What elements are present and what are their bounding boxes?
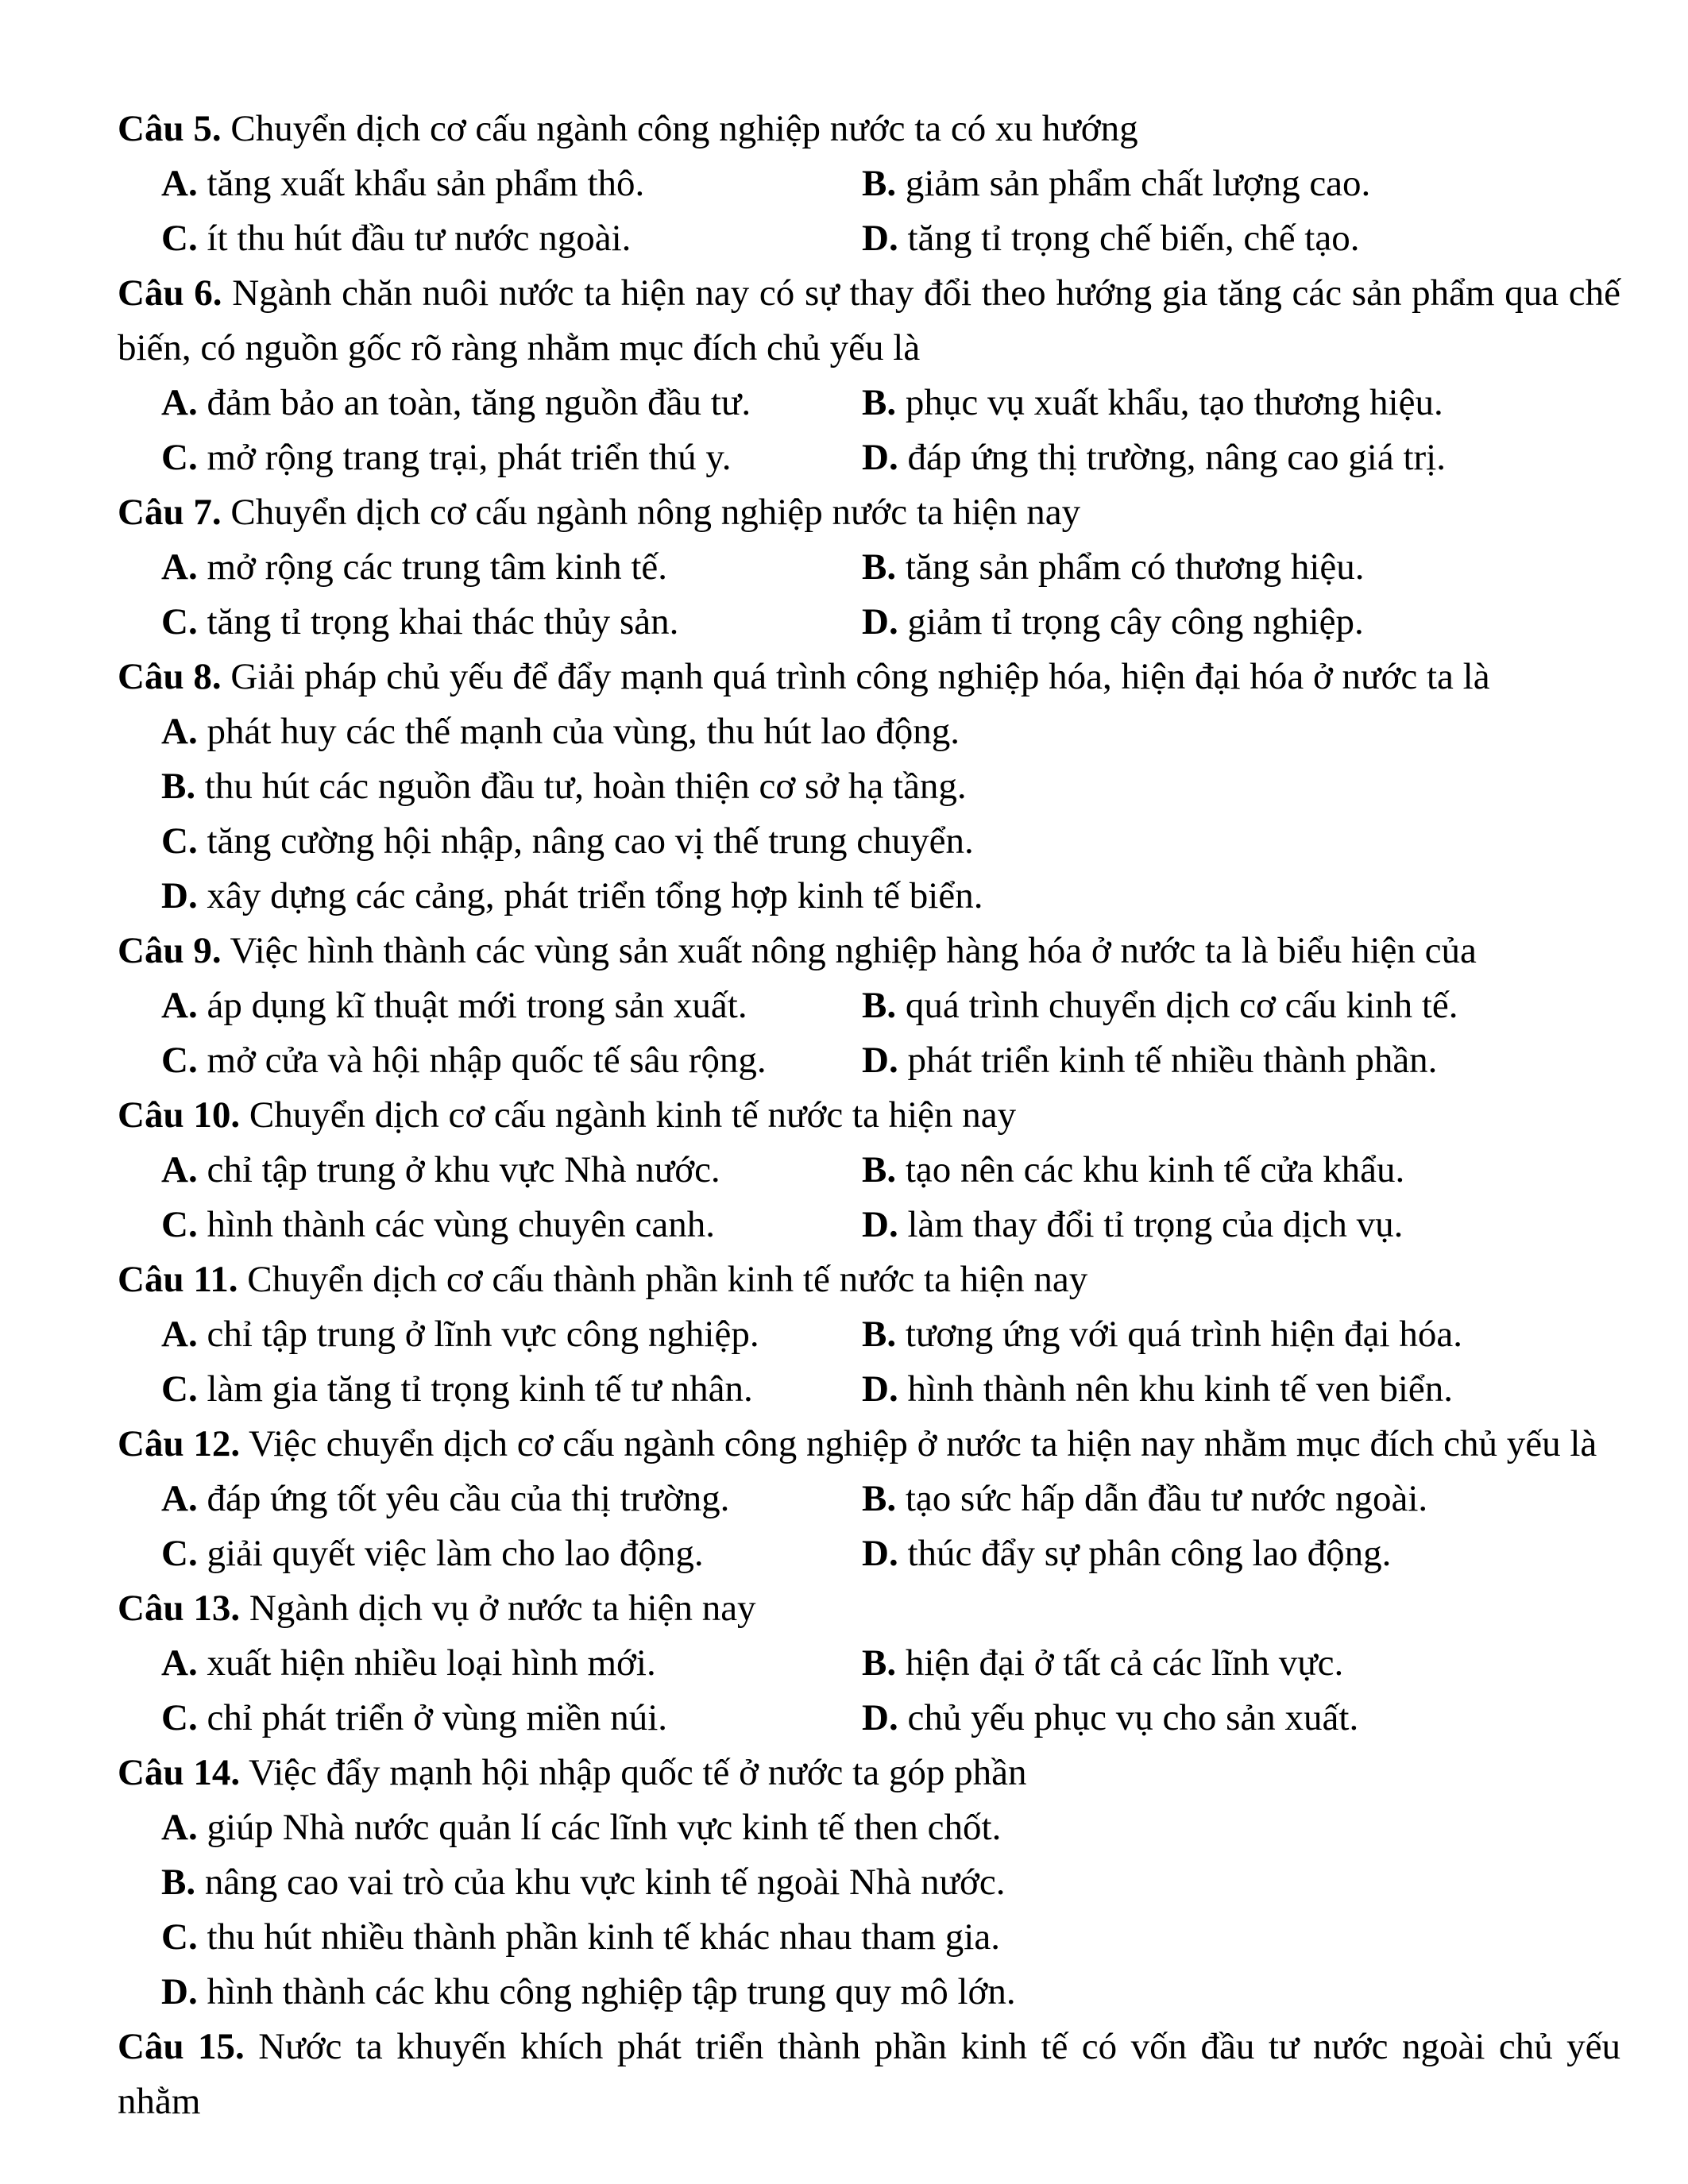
answer-option xyxy=(161,1642,656,1684)
option-text: phát triển kinh tế nhiều thành phần. xyxy=(907,1040,1438,1081)
option-text: tăng xuất khẩu sản phẩm thô. xyxy=(207,163,645,204)
option-text: tăng sản phẩm có thương hiệu. xyxy=(905,546,1365,588)
answer-option xyxy=(161,1149,720,1190)
option-letter: B. xyxy=(161,1862,196,1903)
question-number: Câu 15. xyxy=(118,2026,245,2067)
option-letter: A. xyxy=(161,985,198,1026)
option-text: giúp Nhà nước quản lí các lĩnh vực kinh tế then chốt. xyxy=(207,1807,1002,1848)
option-letter: C. xyxy=(161,218,198,259)
option-letter: C. xyxy=(161,1916,198,1958)
option-text: phục vụ xuất khẩu, tạo thương hiệu. xyxy=(905,382,1443,423)
answer-option xyxy=(862,218,1359,259)
option-cell xyxy=(862,540,1620,595)
option-row xyxy=(118,759,1620,814)
option-row xyxy=(118,1691,1620,1746)
option-text: thu hút nhiều thành phần kinh tế khác nhau tham gia. xyxy=(207,1916,1000,1958)
option-letter: D. xyxy=(862,1204,898,1245)
option-row xyxy=(118,1198,1620,1252)
option-row xyxy=(118,1910,1620,1965)
option-row xyxy=(118,1800,1620,1855)
option-cell xyxy=(161,540,862,595)
option-letter: C. xyxy=(161,1204,198,1245)
answer-option xyxy=(862,1149,1404,1190)
question-block xyxy=(118,924,1620,1088)
option-text: làm thay đổi tỉ trọng của dịch vụ. xyxy=(907,1204,1404,1245)
answer-option xyxy=(161,163,644,204)
question-block xyxy=(118,1746,1620,2020)
question-block xyxy=(118,266,1620,485)
option-text: tăng tỉ trọng khai thác thủy sản. xyxy=(207,601,679,642)
question-stem xyxy=(118,1746,1620,1800)
option-letter: B. xyxy=(862,1478,897,1519)
question-block xyxy=(118,1417,1620,1581)
option-letter: C. xyxy=(161,1533,198,1574)
option-text: phát huy các thế mạnh của vùng, thu hút lao động. xyxy=(207,711,960,752)
question-stem xyxy=(118,266,1620,376)
option-text: chỉ tập trung ở khu vực Nhà nước. xyxy=(207,1149,720,1190)
option-row xyxy=(118,978,1620,1033)
answer-option xyxy=(161,382,751,423)
option-cell xyxy=(161,156,862,211)
option-cell xyxy=(862,1143,1620,1198)
answer-option xyxy=(161,711,960,752)
option-row xyxy=(118,376,1620,430)
answer-option xyxy=(862,382,1443,423)
question-number: Câu 6. xyxy=(118,272,222,314)
option-letter: D. xyxy=(161,875,198,916)
option-row xyxy=(118,1472,1620,1526)
question-text: Nước ta khuyến khích phát triển thành phần kinh tế có vốn đầu tư nước ngoài chủ yếu nhằm xyxy=(118,2026,1620,2122)
answer-option xyxy=(862,1040,1437,1081)
question-stem xyxy=(118,650,1620,704)
answer-option xyxy=(862,546,1365,588)
option-cell xyxy=(161,1526,862,1581)
answer-option xyxy=(161,1971,1016,2012)
option-cell xyxy=(862,211,1620,266)
question-block xyxy=(118,1252,1620,1417)
option-letter: B. xyxy=(862,546,897,588)
option-row xyxy=(118,1526,1620,1581)
option-text: xây dựng các cảng, phát triển tổng hợp kinh tế biển. xyxy=(207,875,983,916)
option-text: hình thành các vùng chuyên canh. xyxy=(207,1204,715,1245)
option-letter: D. xyxy=(862,1697,898,1738)
answer-option xyxy=(161,218,631,259)
question-text: Chuyển dịch cơ cấu thành phần kinh tế nước ta hiện nay xyxy=(247,1259,1088,1300)
answer-option xyxy=(161,820,974,862)
option-letter: B. xyxy=(862,1642,897,1684)
question-number: Câu 10. xyxy=(118,1094,241,1136)
answer-option xyxy=(862,437,1446,478)
question-text: Ngành chăn nuôi nước ta hiện nay có sự thay đổi theo hướng gia tăng các sản phẩm qua chế biến, có nguồn gốc rõ ràng nhằm mục đích chủ yếu là xyxy=(118,272,1620,369)
option-letter: B. xyxy=(862,985,897,1026)
option-letter: A. xyxy=(161,711,198,752)
answer-option xyxy=(161,766,967,807)
question-number: Câu 5. xyxy=(118,108,222,149)
option-letter: C. xyxy=(161,820,198,862)
question-stem xyxy=(118,1252,1620,1307)
option-row xyxy=(118,1636,1620,1691)
question-list xyxy=(118,102,1620,2129)
option-letter: C. xyxy=(161,1368,198,1410)
answer-option xyxy=(161,1040,767,1081)
question-block xyxy=(118,1581,1620,1746)
option-cell xyxy=(862,1636,1620,1691)
option-row xyxy=(118,1855,1620,1910)
answer-option xyxy=(161,985,747,1026)
question-stem xyxy=(118,1581,1620,1636)
answer-option xyxy=(161,1807,1001,1848)
option-letter: D. xyxy=(862,1040,898,1081)
question-block xyxy=(118,102,1620,266)
option-cell xyxy=(862,978,1620,1033)
answer-option xyxy=(161,1533,704,1574)
option-text: thúc đẩy sự phân công lao động. xyxy=(907,1533,1392,1574)
option-row xyxy=(118,211,1620,266)
option-text: tạo sức hấp dẫn đầu tư nước ngoài. xyxy=(905,1478,1428,1519)
question-number: Câu 13. xyxy=(118,1588,241,1629)
question-text: Chuyển dịch cơ cấu ngành kinh tế nước ta hiện nay xyxy=(249,1094,1017,1136)
option-cell xyxy=(161,1033,862,1088)
answer-option xyxy=(161,1368,753,1410)
option-row xyxy=(118,1307,1620,1362)
question-text: Việc chuyển dịch cơ cấu ngành công nghiệp ở nước ta hiện nay nhằm mục đích chủ yếu là xyxy=(249,1423,1597,1464)
option-cell xyxy=(862,1307,1620,1362)
answer-option xyxy=(161,601,678,642)
option-row xyxy=(118,1362,1620,1417)
option-letter: B. xyxy=(862,1314,897,1355)
option-text: mở rộng trang trại, phát triển thú y. xyxy=(207,437,732,478)
option-row xyxy=(118,1033,1620,1088)
answer-option xyxy=(862,163,1370,204)
option-text: tăng cường hội nhập, nâng cao vị thế trung chuyển. xyxy=(207,820,974,862)
option-cell xyxy=(862,376,1620,430)
option-letter: A. xyxy=(161,546,198,588)
option-text: tăng tỉ trọng chế biến, chế tạo. xyxy=(907,218,1360,259)
answer-option xyxy=(161,1204,715,1245)
option-cell xyxy=(161,1636,862,1691)
option-letter: B. xyxy=(862,382,897,423)
answer-option xyxy=(862,1533,1391,1574)
option-text: quá trình chuyển dịch cơ cấu kinh tế. xyxy=(905,985,1458,1026)
answer-option xyxy=(862,1697,1358,1738)
question-text: Giải pháp chủ yếu để đẩy mạnh quá trình công nghiệp hóa, hiện đại hóa ở nước ta là xyxy=(230,656,1490,697)
answer-option xyxy=(862,1204,1403,1245)
option-letter: B. xyxy=(862,163,897,204)
option-letter: D. xyxy=(161,1971,198,2012)
option-text: đảm bảo an toàn, tăng nguồn đầu tư. xyxy=(207,382,751,423)
question-text: Việc đẩy mạnh hội nhập quốc tế ở nước ta góp phần xyxy=(249,1752,1027,1793)
answer-option xyxy=(862,1642,1343,1684)
option-cell xyxy=(862,595,1620,650)
answer-option xyxy=(161,546,667,588)
option-letter: B. xyxy=(161,766,196,807)
option-row xyxy=(118,869,1620,924)
option-text: giảm tỉ trọng cây công nghiệp. xyxy=(907,601,1364,642)
question-stem xyxy=(118,102,1620,156)
option-text: đáp ứng thị trường, nâng cao giá trị. xyxy=(907,437,1446,478)
option-cell xyxy=(161,376,862,430)
option-cell xyxy=(161,1472,862,1526)
option-text: chỉ phát triển ở vùng miền núi. xyxy=(207,1697,668,1738)
answer-option xyxy=(161,1314,759,1355)
option-cell xyxy=(161,978,862,1033)
question-text: Chuyển dịch cơ cấu ngành công nghiệp nước ta có xu hướng xyxy=(230,108,1138,149)
question-number: Câu 12. xyxy=(118,1423,241,1464)
option-text: chỉ tập trung ở lĩnh vực công nghiệp. xyxy=(207,1314,759,1355)
option-letter: A. xyxy=(161,1807,198,1848)
option-row xyxy=(118,595,1620,650)
option-text: ít thu hút đầu tư nước ngoài. xyxy=(207,218,632,259)
option-text: giải quyết việc làm cho lao động. xyxy=(207,1533,704,1574)
option-cell xyxy=(161,1362,862,1417)
answer-option xyxy=(862,1368,1453,1410)
option-row xyxy=(118,540,1620,595)
option-letter: D. xyxy=(862,1533,898,1574)
answer-option xyxy=(161,1862,1006,1903)
option-text: hình thành các khu công nghiệp tập trung quy mô lớn. xyxy=(207,1971,1016,2012)
answer-option xyxy=(862,985,1458,1026)
option-text: nâng cao vai trò của khu vực kinh tế ngoài Nhà nước. xyxy=(204,1862,1006,1903)
option-text: mở cửa và hội nhập quốc tế sâu rộng. xyxy=(207,1040,767,1081)
option-letter: C. xyxy=(161,437,198,478)
answer-option xyxy=(161,875,983,916)
question-stem xyxy=(118,924,1620,978)
option-letter: D. xyxy=(862,218,898,259)
question-text: Chuyển dịch cơ cấu ngành nông nghiệp nước ta hiện nay xyxy=(230,492,1081,533)
option-letter: D. xyxy=(862,601,898,642)
answer-option xyxy=(862,1314,1462,1355)
option-letter: D. xyxy=(862,437,898,478)
question-block xyxy=(118,650,1620,924)
option-row xyxy=(118,430,1620,485)
question-number: Câu 8. xyxy=(118,656,222,697)
option-letter: A. xyxy=(161,1642,198,1684)
option-letter: C. xyxy=(161,1697,198,1738)
option-row xyxy=(118,1965,1620,2020)
option-cell xyxy=(862,156,1620,211)
question-text: Việc hình thành các vùng sản xuất nông nghiệp hàng hóa ở nước ta là biểu hiện của xyxy=(230,930,1477,971)
option-text: làm gia tăng tỉ trọng kinh tế tư nhân. xyxy=(207,1368,753,1410)
question-block xyxy=(118,1088,1620,1252)
option-cell xyxy=(161,1307,862,1362)
option-letter: B. xyxy=(862,1149,897,1190)
option-cell xyxy=(862,1691,1620,1746)
option-text: thu hút các nguồn đầu tư, hoàn thiện cơ sở hạ tầng. xyxy=(204,766,967,807)
option-letter: A. xyxy=(161,163,198,204)
option-cell xyxy=(161,1143,862,1198)
option-cell xyxy=(862,1198,1620,1252)
option-letter: A. xyxy=(161,382,198,423)
option-text: mở rộng các trung tâm kinh tế. xyxy=(207,546,668,588)
answer-option xyxy=(161,1916,1000,1958)
option-cell xyxy=(862,1362,1620,1417)
question-stem xyxy=(118,485,1620,540)
option-cell xyxy=(161,1198,862,1252)
option-cell xyxy=(161,595,862,650)
question-number: Câu 14. xyxy=(118,1752,241,1793)
answer-option xyxy=(862,1478,1427,1519)
question-stem xyxy=(118,2020,1620,2129)
option-cell xyxy=(161,430,862,485)
question-number: Câu 11. xyxy=(118,1259,238,1300)
option-text: xuất hiện nhiều loại hình mới. xyxy=(207,1642,656,1684)
answer-option xyxy=(862,601,1364,642)
option-letter: A. xyxy=(161,1149,198,1190)
option-text: tạo nên các khu kinh tế cửa khẩu. xyxy=(905,1149,1405,1190)
option-text: hình thành nên khu kinh tế ven biển. xyxy=(907,1368,1454,1410)
option-text: áp dụng kĩ thuật mới trong sản xuất. xyxy=(207,985,747,1026)
option-cell xyxy=(862,1526,1620,1581)
question-block xyxy=(118,485,1620,650)
option-row xyxy=(118,814,1620,869)
question-stem xyxy=(118,1417,1620,1472)
question-block xyxy=(118,2020,1620,2129)
option-cell xyxy=(161,211,862,266)
option-cell xyxy=(862,1033,1620,1088)
question-text: Ngành dịch vụ ở nước ta hiện nay xyxy=(249,1588,756,1629)
option-row xyxy=(118,704,1620,759)
option-letter: C. xyxy=(161,1040,198,1081)
option-row xyxy=(118,1143,1620,1198)
option-letter: C. xyxy=(161,601,198,642)
option-cell xyxy=(161,1691,862,1746)
option-text: hiện đại ở tất cả các lĩnh vực. xyxy=(905,1642,1344,1684)
option-letter: D. xyxy=(862,1368,898,1410)
answer-option xyxy=(161,1697,667,1738)
option-text: chủ yếu phục vụ cho sản xuất. xyxy=(907,1697,1359,1738)
option-text: giảm sản phẩm chất lượng cao. xyxy=(905,163,1371,204)
option-cell xyxy=(862,1472,1620,1526)
answer-option xyxy=(161,1478,729,1519)
option-row xyxy=(118,156,1620,211)
question-number: Câu 9. xyxy=(118,930,222,971)
option-cell xyxy=(862,430,1620,485)
option-text: tương ứng với quá trình hiện đại hóa. xyxy=(905,1314,1462,1355)
answer-option xyxy=(161,437,732,478)
option-letter: A. xyxy=(161,1314,198,1355)
option-text: đáp ứng tốt yêu cầu của thị trường. xyxy=(207,1478,730,1519)
option-letter: A. xyxy=(161,1478,198,1519)
question-number: Câu 7. xyxy=(118,492,222,533)
question-stem xyxy=(118,1088,1620,1143)
